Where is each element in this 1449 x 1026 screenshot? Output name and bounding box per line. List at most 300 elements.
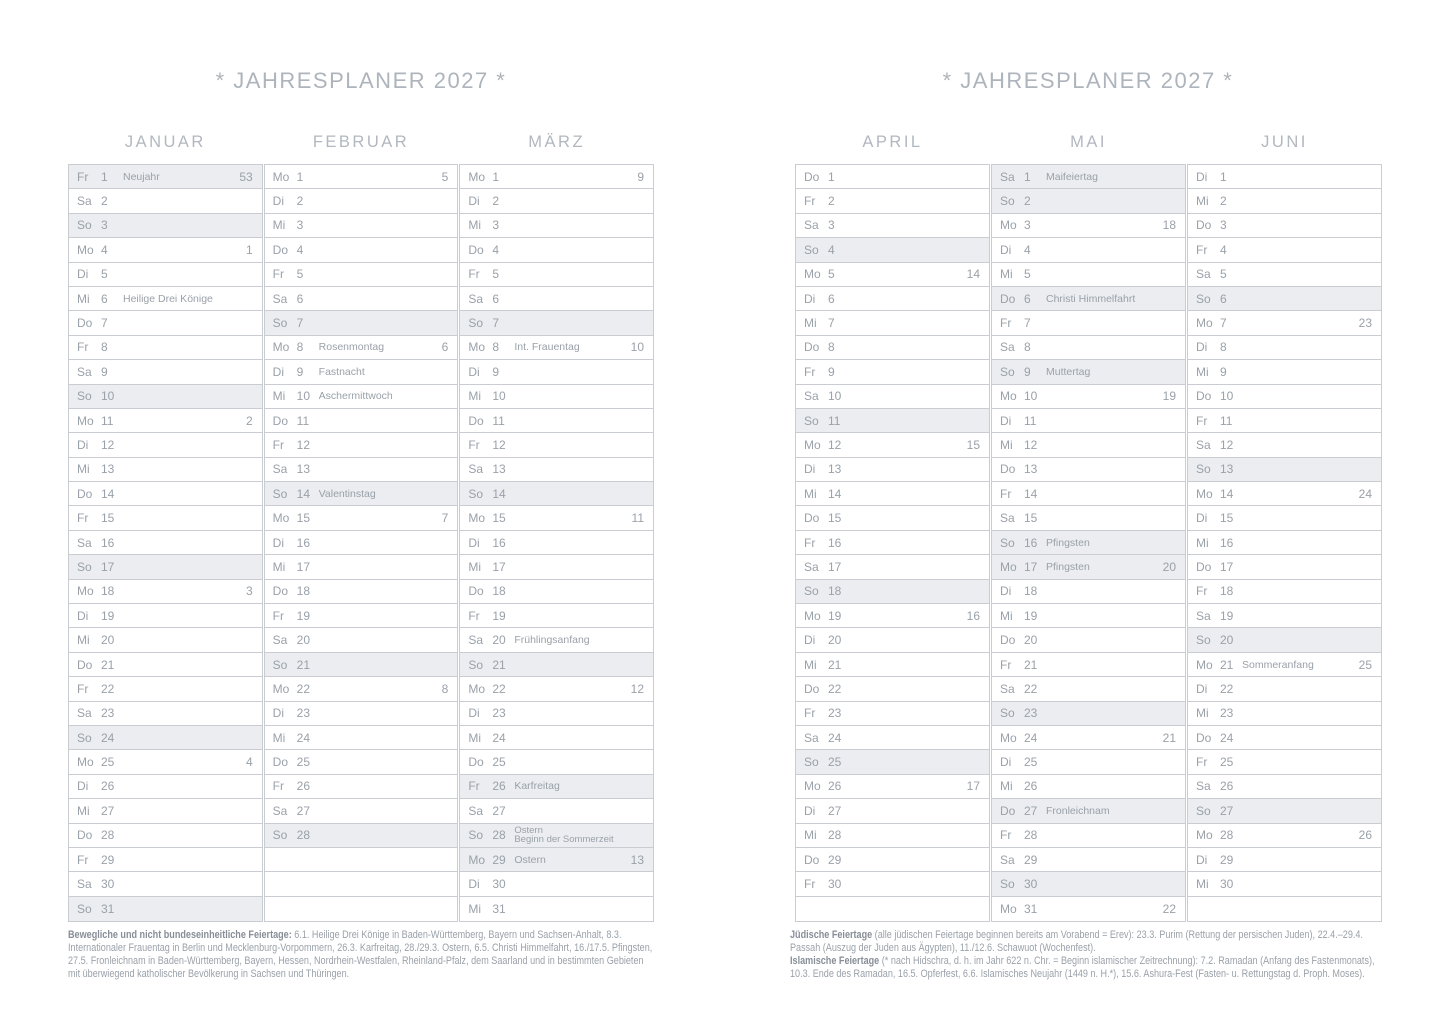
weekday-label: Fr <box>1196 755 1208 770</box>
weekday-label: Do <box>1196 218 1212 233</box>
day-row <box>992 872 1185 896</box>
day-number: 15 <box>296 511 311 526</box>
day-number: 1 <box>296 169 304 184</box>
weekday-label: Mi <box>272 218 286 233</box>
day-row <box>69 653 262 677</box>
weekday-label: Mo <box>272 340 290 355</box>
weekday-label: Sa <box>468 462 484 477</box>
day-number: 5 <box>1024 267 1031 282</box>
day-row <box>992 677 1185 701</box>
week-number: 5 <box>441 169 449 184</box>
day-number: 19 <box>1024 608 1038 623</box>
day-number: 17 <box>101 559 115 574</box>
day-number: 5 <box>1220 267 1227 282</box>
day-number: 15 <box>492 511 506 526</box>
day-row <box>1188 872 1381 896</box>
day-number: 22 <box>828 681 842 696</box>
weekday-label: Fr <box>804 364 816 379</box>
day-number: 29 <box>1024 852 1038 867</box>
week-number: 25 <box>1358 657 1372 672</box>
day-number: 25 <box>1024 755 1038 770</box>
footnote-lead: Jüdische Feiertage <box>790 929 873 941</box>
day-row <box>992 165 1185 189</box>
day-number: 5 <box>828 267 835 282</box>
day-number: 21 <box>828 657 842 672</box>
day-number: 13 <box>492 462 506 477</box>
weekday-label: Fr <box>77 511 89 526</box>
day-number: 29 <box>828 852 842 867</box>
day-number: 26 <box>828 779 842 794</box>
weekday-label: So <box>1196 462 1211 477</box>
weekday-label: So <box>272 828 288 843</box>
weekday-label: Mo <box>77 242 94 257</box>
day-number: 7 <box>296 316 304 331</box>
day-number: 7 <box>1024 316 1031 331</box>
day-row <box>460 189 653 213</box>
holiday-label: Valentinstag <box>318 487 376 500</box>
day-number: 7 <box>1220 316 1227 331</box>
weekday-label: So <box>77 389 92 404</box>
holiday-label: Fronleichnam <box>1046 804 1110 817</box>
day-row <box>992 726 1185 750</box>
day-row <box>1188 677 1381 701</box>
day-row <box>69 311 262 335</box>
weekday-label: Mi <box>1000 267 1013 282</box>
weekday-label: Di <box>804 462 816 477</box>
day-row <box>69 580 262 604</box>
day-row <box>460 482 653 506</box>
weekday-label: Mo <box>1000 901 1017 916</box>
day-row <box>796 165 989 189</box>
day-number: 10 <box>101 389 115 404</box>
day-number: 13 <box>828 462 842 477</box>
weekday-label: Sa <box>1196 779 1211 794</box>
day-row <box>460 238 653 262</box>
weekday-label: Mo <box>804 779 821 794</box>
day-number: 9 <box>492 364 500 379</box>
weekday-label: Do <box>804 169 820 184</box>
day-row <box>69 555 262 579</box>
weekday-label: So <box>1196 291 1211 306</box>
day-row <box>1188 385 1381 409</box>
weekday-label: Di <box>1000 584 1012 599</box>
month-grid <box>68 164 263 922</box>
weekday-label: So <box>272 316 288 331</box>
holiday-label: Sommeranfang <box>1242 658 1314 671</box>
weekday-label: Fr <box>1000 316 1012 331</box>
day-number: 2 <box>1024 194 1031 209</box>
day-number: 17 <box>1024 559 1038 574</box>
day-number: 20 <box>1024 633 1038 648</box>
weekday-label: Di <box>804 803 816 818</box>
day-row <box>992 750 1185 774</box>
day-number: 11 <box>1220 413 1233 428</box>
day-number: 25 <box>101 755 115 770</box>
weekday-label: Fr <box>77 852 89 867</box>
day-row <box>1188 580 1381 604</box>
day-number: 19 <box>101 608 115 623</box>
weekday-label: So <box>804 755 819 770</box>
week-number: 1 <box>245 242 253 257</box>
day-number: 10 <box>492 389 506 404</box>
day-row <box>796 214 989 238</box>
day-number: 1 <box>828 169 835 184</box>
day-number: 31 <box>101 901 115 916</box>
day-number: 13 <box>101 462 115 477</box>
day-row <box>1188 506 1381 530</box>
day-row <box>1188 189 1381 213</box>
weekday-label: Sa <box>804 730 819 745</box>
day-row <box>1188 482 1381 506</box>
weekday-label: Mi <box>468 559 482 574</box>
weekday-label: Mi <box>468 901 482 916</box>
day-row <box>69 775 262 799</box>
weekday-label: Mo <box>77 584 94 599</box>
day-number: 18 <box>1220 584 1234 599</box>
day-row <box>992 775 1185 799</box>
day-row <box>69 214 262 238</box>
day-row <box>265 555 458 579</box>
weekday-label: Mi <box>1000 437 1013 452</box>
weekday-label: Sa <box>1000 681 1015 696</box>
day-row <box>992 848 1185 872</box>
day-row <box>265 433 458 457</box>
day-number: 3 <box>296 218 304 233</box>
weekday-label: Sa <box>1196 437 1211 452</box>
day-number: 6 <box>1024 291 1031 306</box>
day-row <box>265 189 458 213</box>
holiday-label: Pfingsten <box>1046 560 1090 573</box>
day-number: 13 <box>296 462 311 477</box>
day-number: 27 <box>101 803 115 818</box>
weekday-label: Mi <box>77 803 90 818</box>
weekday-label: Mo <box>1000 389 1017 404</box>
day-row <box>1188 433 1381 457</box>
weekday-label: Di <box>1000 413 1012 428</box>
day-number: 3 <box>492 218 500 233</box>
day-row <box>1188 726 1381 750</box>
day-row <box>460 263 653 287</box>
day-row <box>460 214 653 238</box>
day-number: 10 <box>296 389 311 404</box>
weekday-label: So <box>1000 364 1015 379</box>
weekday-label: Sa <box>468 633 484 648</box>
day-number: 12 <box>296 437 311 452</box>
day-row <box>265 824 458 848</box>
day-number: 5 <box>101 267 108 282</box>
weekday-label: Mo <box>1196 657 1213 672</box>
day-row <box>460 702 653 726</box>
day-row <box>460 897 653 921</box>
day-row <box>796 580 989 604</box>
day-number: 7 <box>492 316 500 331</box>
footnote-right <box>790 929 1388 981</box>
day-number: 14 <box>1220 486 1234 501</box>
day-number: 23 <box>101 706 115 721</box>
day-number: 3 <box>101 218 108 233</box>
holiday-label: Christi Himmelfahrt <box>1046 292 1136 305</box>
day-row <box>796 360 989 384</box>
day-number: 28 <box>492 828 506 843</box>
day-number: 26 <box>1024 779 1038 794</box>
day-row <box>265 677 458 701</box>
weekday-label: So <box>804 584 819 599</box>
week-number: 53 <box>239 169 253 184</box>
day-row <box>1188 458 1381 482</box>
week-number: 2 <box>245 413 253 428</box>
day-number: 13 <box>1220 462 1234 477</box>
month-column-märz <box>459 130 654 922</box>
week-number: 17 <box>966 779 980 794</box>
day-row <box>265 628 458 652</box>
month-grid <box>991 164 1186 922</box>
month-column-juni <box>1187 130 1382 922</box>
weekday-label: Do <box>1196 389 1212 404</box>
month-grid <box>264 164 459 922</box>
day-row <box>460 848 653 872</box>
day-row <box>1188 824 1381 848</box>
day-number: 21 <box>101 657 115 672</box>
day-row <box>265 263 458 287</box>
weekday-label: Fr <box>804 877 816 892</box>
weekday-label: Fr <box>1196 242 1208 257</box>
weekday-label: Mi <box>1000 608 1013 623</box>
month-header: APRIL <box>862 133 923 151</box>
weekday-label: Do <box>272 755 289 770</box>
day-number: 2 <box>1220 194 1227 209</box>
day-row <box>69 799 262 823</box>
months-grid-right <box>795 130 1382 922</box>
weekday-label: Fr <box>468 779 480 794</box>
day-number: 1 <box>101 169 108 184</box>
day-row <box>265 799 458 823</box>
day-number: 22 <box>101 681 115 696</box>
day-row <box>460 580 653 604</box>
day-number: 1 <box>1024 169 1031 184</box>
day-row <box>460 628 653 652</box>
weekday-label: Mi <box>77 633 90 648</box>
day-row <box>265 604 458 628</box>
day-row <box>992 702 1185 726</box>
week-number: 22 <box>1162 901 1176 916</box>
day-row <box>460 799 653 823</box>
weekday-label: So <box>468 486 484 501</box>
weekday-label: Fr <box>468 608 480 623</box>
day-row <box>796 263 989 287</box>
weekday-label: Di <box>1196 511 1208 526</box>
weekday-label: So <box>1000 194 1015 209</box>
month-header: MÄRZ <box>528 133 586 151</box>
day-row <box>1188 287 1381 311</box>
day-number: 16 <box>492 535 506 550</box>
weekday-label: Fr <box>77 169 89 184</box>
day-number: 25 <box>296 755 311 770</box>
weekday-label: Mi <box>804 828 817 843</box>
day-number: 24 <box>1024 730 1038 745</box>
day-number: 3 <box>1220 218 1227 233</box>
day-number: 7 <box>828 316 835 331</box>
day-row <box>1188 360 1381 384</box>
day-number: 25 <box>1220 755 1234 770</box>
day-row <box>265 238 458 262</box>
day-row <box>992 189 1185 213</box>
day-row <box>460 775 653 799</box>
weekday-label: Mi <box>1196 364 1209 379</box>
day-row <box>1188 702 1381 726</box>
day-number: 18 <box>1024 584 1038 599</box>
day-number: 10 <box>1220 389 1234 404</box>
weekday-label: Di <box>1196 340 1208 355</box>
day-number: 7 <box>101 316 108 331</box>
weekday-label: Do <box>468 242 484 257</box>
day-number: 14 <box>101 486 115 501</box>
day-number: 30 <box>101 877 115 892</box>
day-number: 21 <box>1024 657 1038 672</box>
day-row <box>1188 238 1381 262</box>
day-row <box>992 263 1185 287</box>
day-number: 17 <box>296 559 311 574</box>
day-row <box>69 360 262 384</box>
weekday-label: Mi <box>804 316 817 331</box>
day-number: 1 <box>492 169 500 184</box>
day-row <box>265 458 458 482</box>
day-row <box>460 409 653 433</box>
footnote-paragraph: Islamische Feiertage (* nach Hidschra, d. h. im Jahr 622 n. Chr. = Beginn islamischer Zeitrechnung): 7.2. Ramadan (Anfang des Fastenmonats), 10.3. Ende des Ramadan, 16.5. Opferfest, 6.6. Islamisches Neujahr (1449 n. H.*), 15.6. Ashura-Fest (Fasten- u. Rettungstag d. Proph. Moses). <box>790 955 1375 980</box>
weekday-label: Mo <box>1000 730 1017 745</box>
day-number: 27 <box>296 803 311 818</box>
week-number: 8 <box>441 681 449 696</box>
day-number: 8 <box>1024 340 1031 355</box>
holiday-label: Muttertag <box>1046 365 1091 378</box>
day-number: 28 <box>1220 828 1234 843</box>
month-header: MAI <box>1070 133 1107 151</box>
weekday-label: So <box>468 316 484 331</box>
weekday-label: Mo <box>804 437 821 452</box>
months-grid-left <box>68 130 654 922</box>
weekday-label: Fr <box>1196 413 1208 428</box>
day-number: 23 <box>296 706 311 721</box>
day-number: 20 <box>1220 633 1234 648</box>
day-row <box>992 433 1185 457</box>
day-number: 16 <box>1220 535 1234 550</box>
day-row <box>69 824 262 848</box>
day-number: 17 <box>1220 559 1234 574</box>
day-number: 27 <box>1024 803 1038 818</box>
day-row <box>796 189 989 213</box>
page-title-left: * JAHRESPLANER 2027 * <box>215 68 507 93</box>
day-number: 2 <box>492 194 500 209</box>
day-row <box>460 287 653 311</box>
day-row <box>69 702 262 726</box>
weekday-label: Sa <box>468 291 484 306</box>
weekday-label: Mi <box>468 218 482 233</box>
day-row <box>796 604 989 628</box>
weekday-label: Mo <box>468 169 486 184</box>
week-number: 14 <box>966 267 980 282</box>
day-row <box>992 897 1185 921</box>
day-number: 28 <box>1024 828 1038 843</box>
weekday-label: Do <box>468 755 484 770</box>
day-row <box>1188 165 1381 189</box>
holiday-label: Aschermittwoch <box>318 390 393 403</box>
weekday-label: Di <box>272 706 285 721</box>
weekday-label: Mo <box>272 511 290 526</box>
day-number: 22 <box>296 681 311 696</box>
day-row <box>69 287 262 311</box>
weekday-label: Mo <box>804 267 821 282</box>
day-row <box>796 433 989 457</box>
holiday-label: Heilige Drei Könige <box>123 292 213 305</box>
weekday-label: So <box>468 657 484 672</box>
day-number: 4 <box>492 242 500 257</box>
day-number: 15 <box>101 511 115 526</box>
day-number: 30 <box>828 877 842 892</box>
weekday-label: Fr <box>77 340 89 355</box>
day-number: 14 <box>296 486 311 501</box>
day-row <box>460 336 653 360</box>
weekday-label: Di <box>468 364 480 379</box>
weekday-label: Sa <box>272 462 288 477</box>
day-number: 19 <box>828 608 842 623</box>
day-number: 26 <box>1220 779 1234 794</box>
holiday-label: Neujahr <box>123 170 160 183</box>
month-column-april <box>795 130 990 922</box>
day-number: 12 <box>492 437 506 452</box>
day-row <box>460 726 653 750</box>
day-number: 23 <box>1024 706 1038 721</box>
weekday-label: Fr <box>468 267 480 282</box>
day-row <box>1188 750 1381 774</box>
day-row <box>265 775 458 799</box>
footnote-lead: Bewegliche und nicht bundeseinheitliche Feiertage: <box>68 929 292 941</box>
weekday-label: Mi <box>1196 877 1209 892</box>
weekday-label: Do <box>804 340 820 355</box>
weekday-label: Mi <box>77 291 90 306</box>
day-row <box>796 506 989 530</box>
weekday-label: Do <box>804 681 820 696</box>
day-row <box>460 653 653 677</box>
day-row <box>69 677 262 701</box>
day-row <box>69 189 262 213</box>
day-number: 18 <box>828 584 842 599</box>
weekday-label: Di <box>804 291 816 306</box>
day-number: 28 <box>101 828 115 843</box>
day-number: 20 <box>828 633 842 648</box>
weekday-label: Di <box>804 633 816 648</box>
day-number: 8 <box>296 340 304 355</box>
day-row <box>796 775 989 799</box>
day-row <box>460 433 653 457</box>
day-number: 30 <box>1220 877 1234 892</box>
holiday-label: Ostern <box>514 853 546 866</box>
week-number: 15 <box>966 437 980 452</box>
day-row <box>992 385 1185 409</box>
month-header: JANUAR <box>124 133 206 151</box>
week-number: 18 <box>1162 218 1176 233</box>
weekday-label: Fr <box>804 706 816 721</box>
week-number: 20 <box>1162 559 1176 574</box>
day-number: 26 <box>296 779 311 794</box>
day-row <box>460 604 653 628</box>
day-row <box>460 385 653 409</box>
weekday-label: Fr <box>1196 584 1208 599</box>
weekday-label: Mi <box>272 730 286 745</box>
day-number: 31 <box>492 901 506 916</box>
holiday-label: Rosenmontag <box>318 341 385 354</box>
weekday-label: Do <box>77 828 93 843</box>
day-number: 27 <box>1220 803 1234 818</box>
day-row <box>1188 311 1381 335</box>
